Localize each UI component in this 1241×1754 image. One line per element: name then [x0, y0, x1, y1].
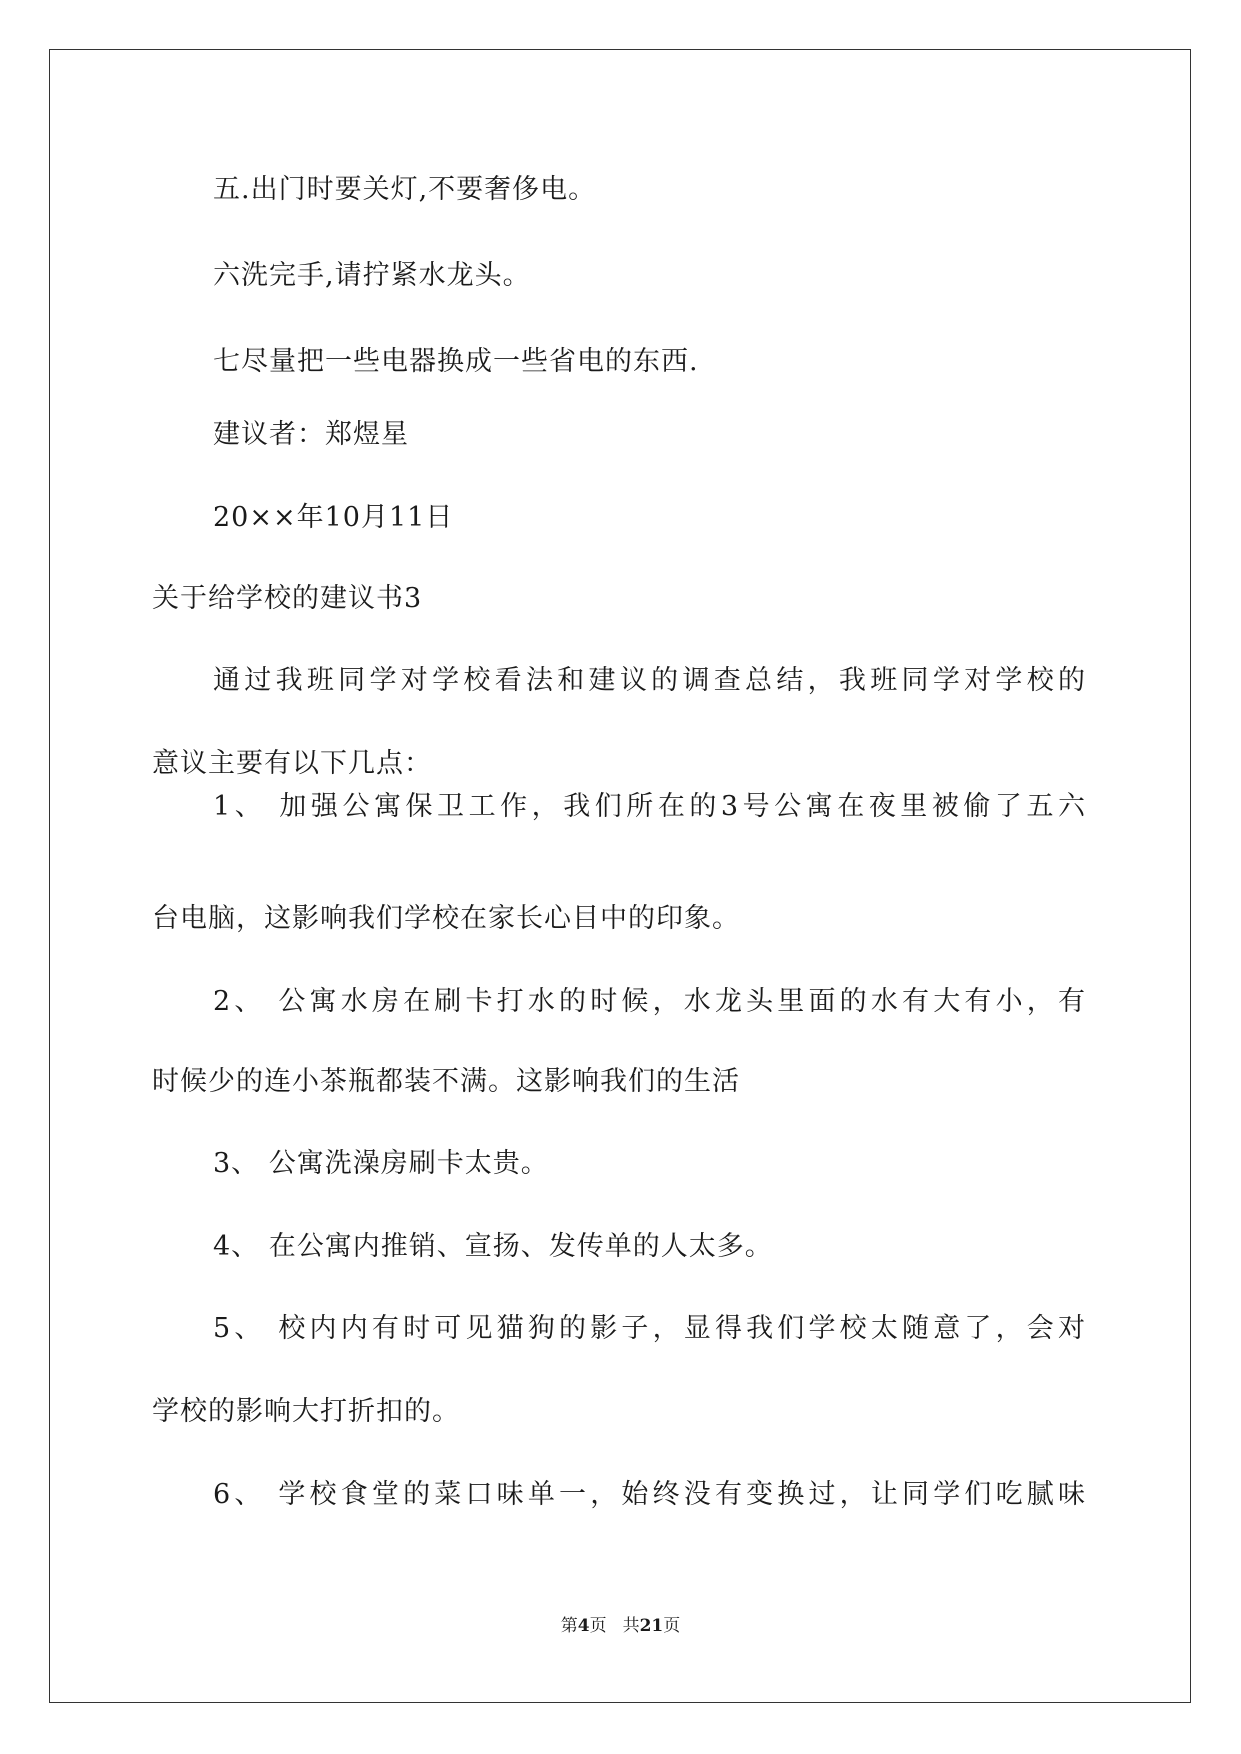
footer-total-prefix: 共 — [622, 1616, 640, 1636]
total-pages-number: 21 — [639, 1616, 664, 1636]
paragraph-line: 五.出门时要关灯,不要奢侈电。 — [213, 174, 597, 205]
list-item-line: 5、 校内内有时可见猫狗的影子，显得我们学校太随意了，会对 — [213, 1313, 1086, 1344]
paragraph-line: 意议主要有以下几点： — [152, 748, 432, 779]
footer-page-word: 页 — [589, 1616, 607, 1636]
list-item-line: 3、 公寓洗澡房刷卡太贵。 — [213, 1148, 549, 1179]
signature-line: 建议者：郑煜星 — [213, 419, 409, 450]
section-title: 关于给学校的建议书3 — [152, 583, 423, 614]
list-item-line: 台电脑，这影响我们学校在家长心目中的印象。 — [152, 903, 740, 934]
footer-prefix: 第 — [560, 1616, 578, 1636]
paragraph-line: 六洗完手,请拧紧水龙头。 — [213, 260, 531, 291]
page-footer — [0, 1615, 1241, 1637]
page-border — [49, 49, 1191, 1703]
list-item-line: 1、 加强公寓保卫工作，我们所在的3号公寓在夜里被偷了五六 — [213, 791, 1086, 822]
list-item-line: 2、 公寓水房在刷卡打水的时候，水龙头里面的水有大有小，有 — [213, 986, 1086, 1017]
current-page-number: 4 — [577, 1616, 590, 1636]
footer-total-word: 页 — [663, 1616, 681, 1636]
list-item-line: 4、 在公寓内推销、宣扬、发传单的人太多。 — [213, 1231, 773, 1262]
date-line: 20××年10月11日 — [213, 502, 454, 533]
list-item-line: 6、 学校食堂的菜口味单一，始终没有变换过，让同学们吃腻味 — [213, 1479, 1086, 1510]
list-item-line: 时候少的连小茶瓶都装不满。这影响我们的生活 — [152, 1066, 740, 1097]
list-item-line: 学校的影响大打折扣的。 — [152, 1396, 460, 1427]
paragraph-line: 通过我班同学对学校看法和建议的调查总结，我班同学对学校的 — [213, 665, 1086, 696]
paragraph-line: 七尽量把一些电器换成一些省电的东西. — [213, 346, 699, 377]
